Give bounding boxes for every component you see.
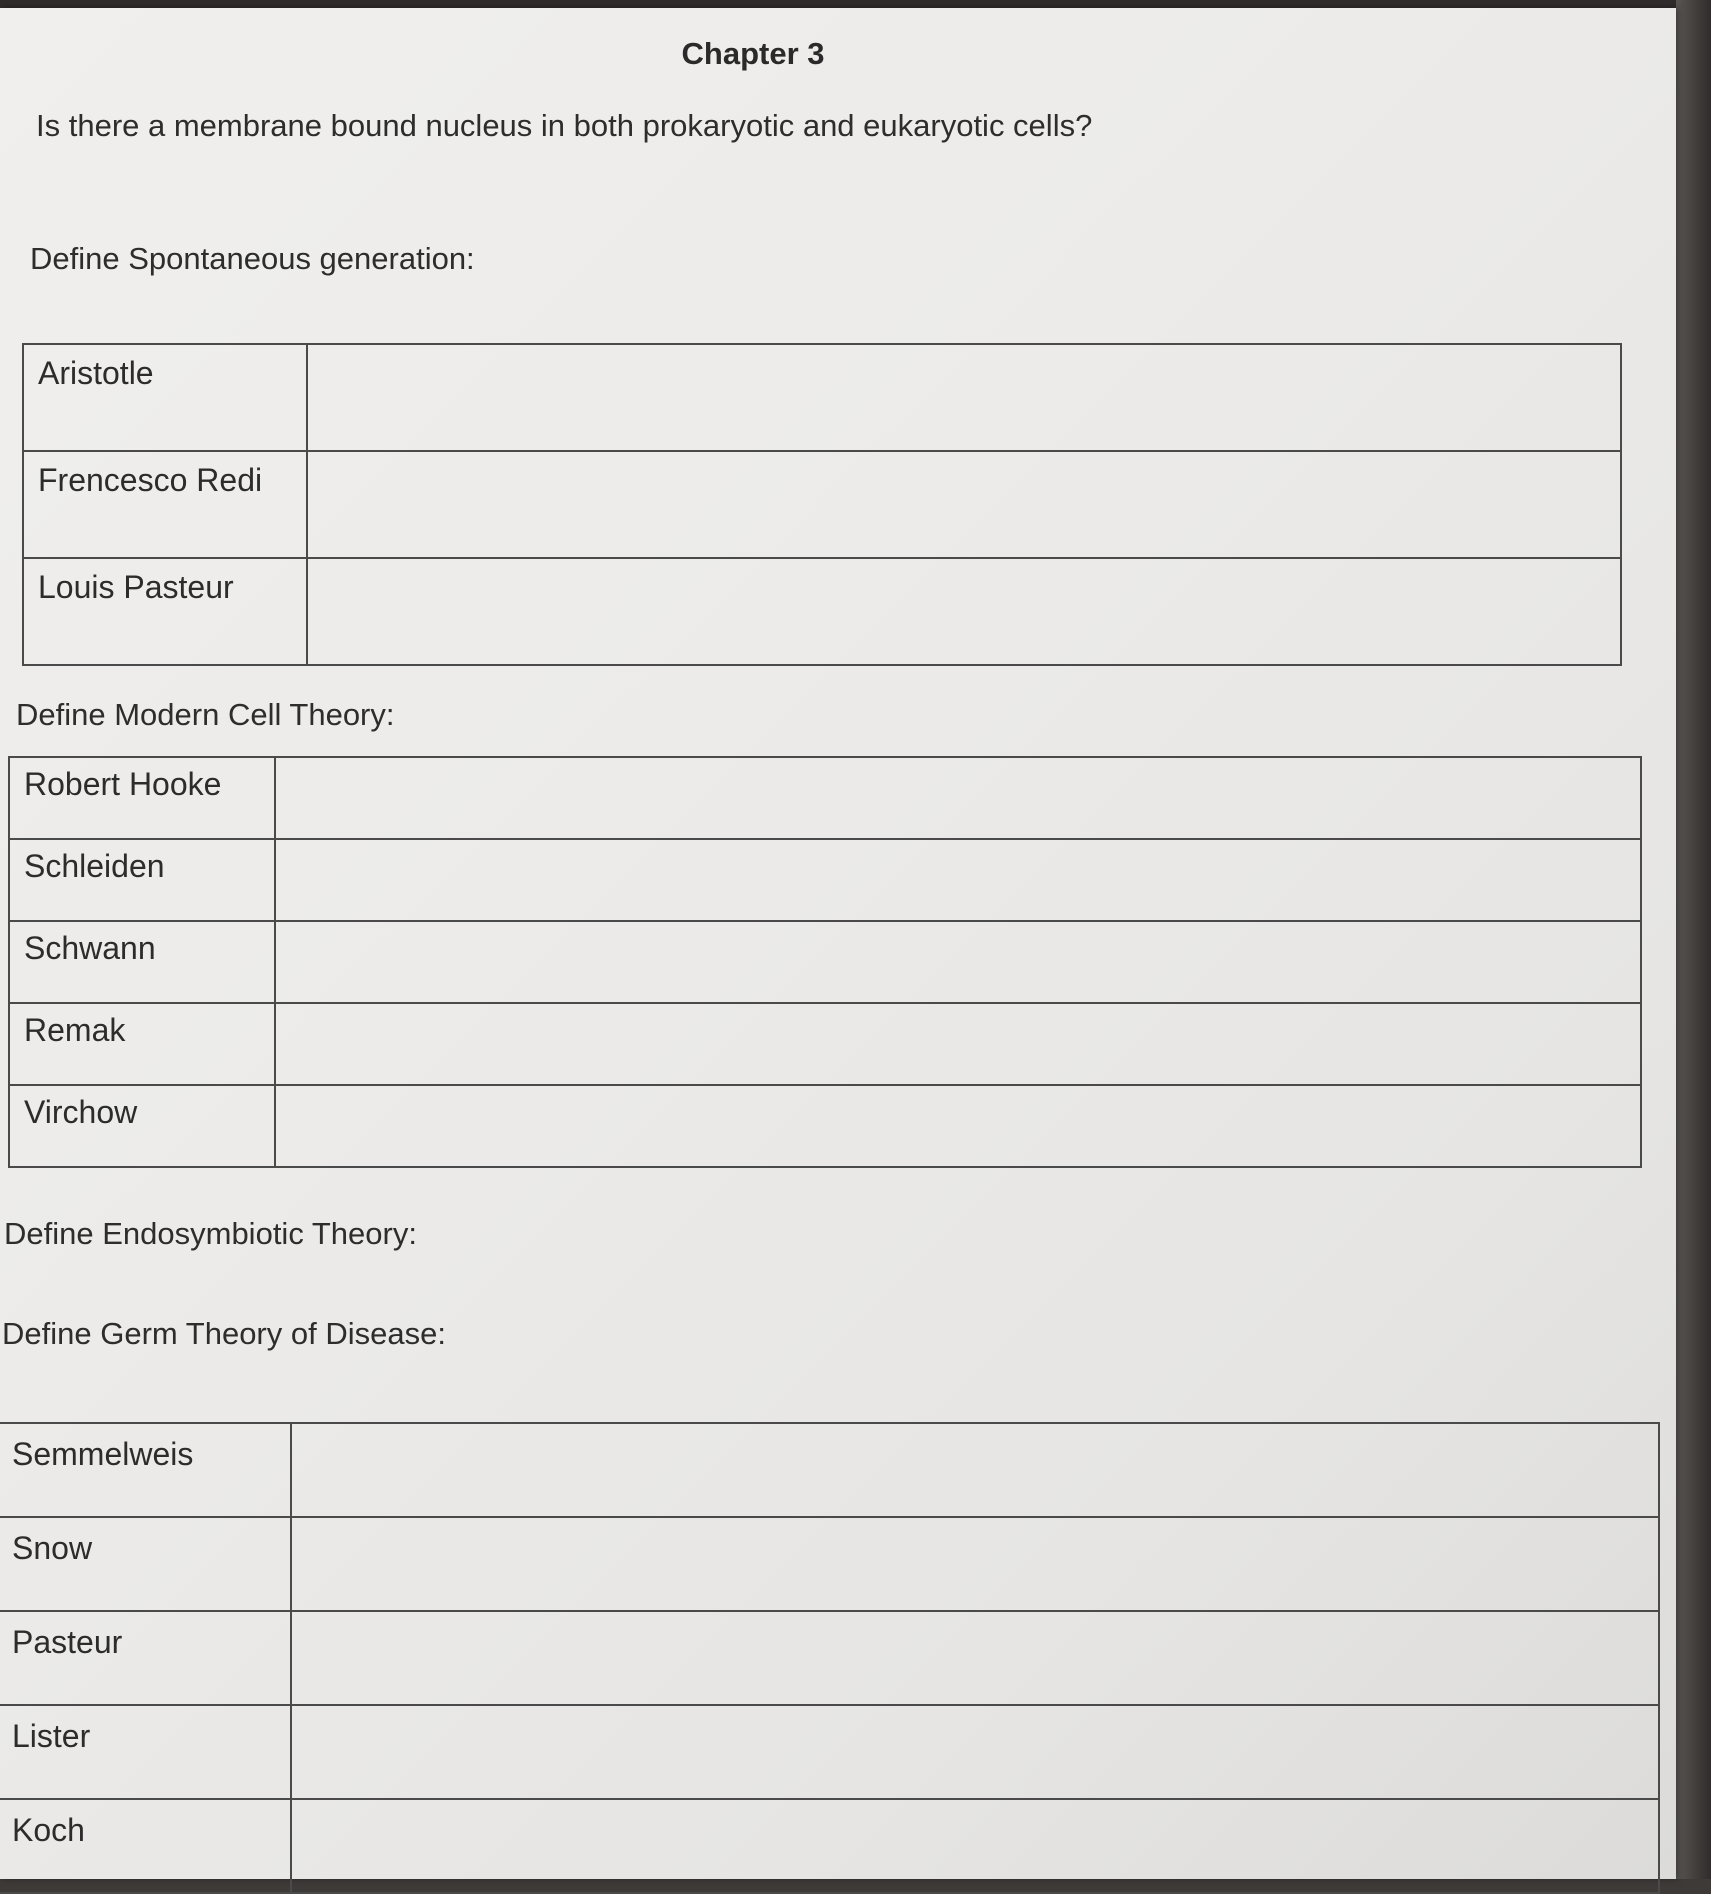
answer-cell[interactable] (307, 558, 1621, 665)
table-row (0, 1611, 1659, 1705)
question-endosymbiotic-theory: Define Endosymbiotic Theory: (4, 1216, 417, 1251)
answer-cell[interactable] (275, 1003, 1641, 1085)
page-title: Chapter 3 (681, 36, 825, 71)
answer-cell[interactable] (275, 839, 1641, 921)
answer-cell[interactable] (275, 921, 1641, 1003)
background-right-edge (1676, 0, 1711, 1879)
table-row (0, 1517, 1659, 1611)
question-modern-cell-theory: Define Modern Cell Theory: (16, 697, 395, 732)
table-row (23, 558, 1621, 665)
table-row (9, 1003, 1641, 1085)
answer-cell[interactable] (275, 757, 1641, 839)
table-row (0, 1423, 1659, 1517)
scientist-name: Robert Hooke (9, 757, 275, 839)
answer-cell[interactable] (291, 1423, 1659, 1517)
scientist-name: Schleiden (9, 839, 275, 921)
answer-cell[interactable] (307, 344, 1621, 451)
table-row (9, 839, 1641, 921)
germ-theory-table (0, 1422, 1660, 1894)
table-row (9, 1085, 1641, 1167)
table-row (9, 921, 1641, 1003)
scientist-name: Louis Pasteur (23, 558, 307, 665)
scientist-name: Frencesco Redi (23, 451, 307, 558)
scientist-name: Koch (0, 1799, 291, 1893)
table-row (23, 451, 1621, 558)
answer-cell[interactable] (307, 451, 1621, 558)
answer-cell[interactable] (291, 1517, 1659, 1611)
table-row (9, 757, 1641, 839)
answer-cell[interactable] (291, 1611, 1659, 1705)
background-top-edge (0, 0, 1711, 8)
scientist-name: Aristotle (23, 344, 307, 451)
cell-theory-table (8, 756, 1642, 1168)
answer-cell[interactable] (291, 1705, 1659, 1799)
question-spontaneous-generation: Define Spontaneous generation: (30, 241, 475, 276)
table-row (23, 344, 1621, 451)
table-row (0, 1705, 1659, 1799)
scientist-name: Semmelweis (0, 1423, 291, 1517)
question-germ-theory: Define Germ Theory of Disease: (2, 1316, 446, 1351)
scientist-name: Virchow (9, 1085, 275, 1167)
scientist-name: Remak (9, 1003, 275, 1085)
scientist-name: Lister (0, 1705, 291, 1799)
scientist-name: Snow (0, 1517, 291, 1611)
question-nucleus: Is there a membrane bound nucleus in both prokaryotic and eukaryotic cells? (36, 108, 1093, 143)
answer-cell[interactable] (275, 1085, 1641, 1167)
spontaneous-generation-table (22, 343, 1622, 666)
scientist-name: Pasteur (0, 1611, 291, 1705)
scientist-name: Schwann (9, 921, 275, 1003)
